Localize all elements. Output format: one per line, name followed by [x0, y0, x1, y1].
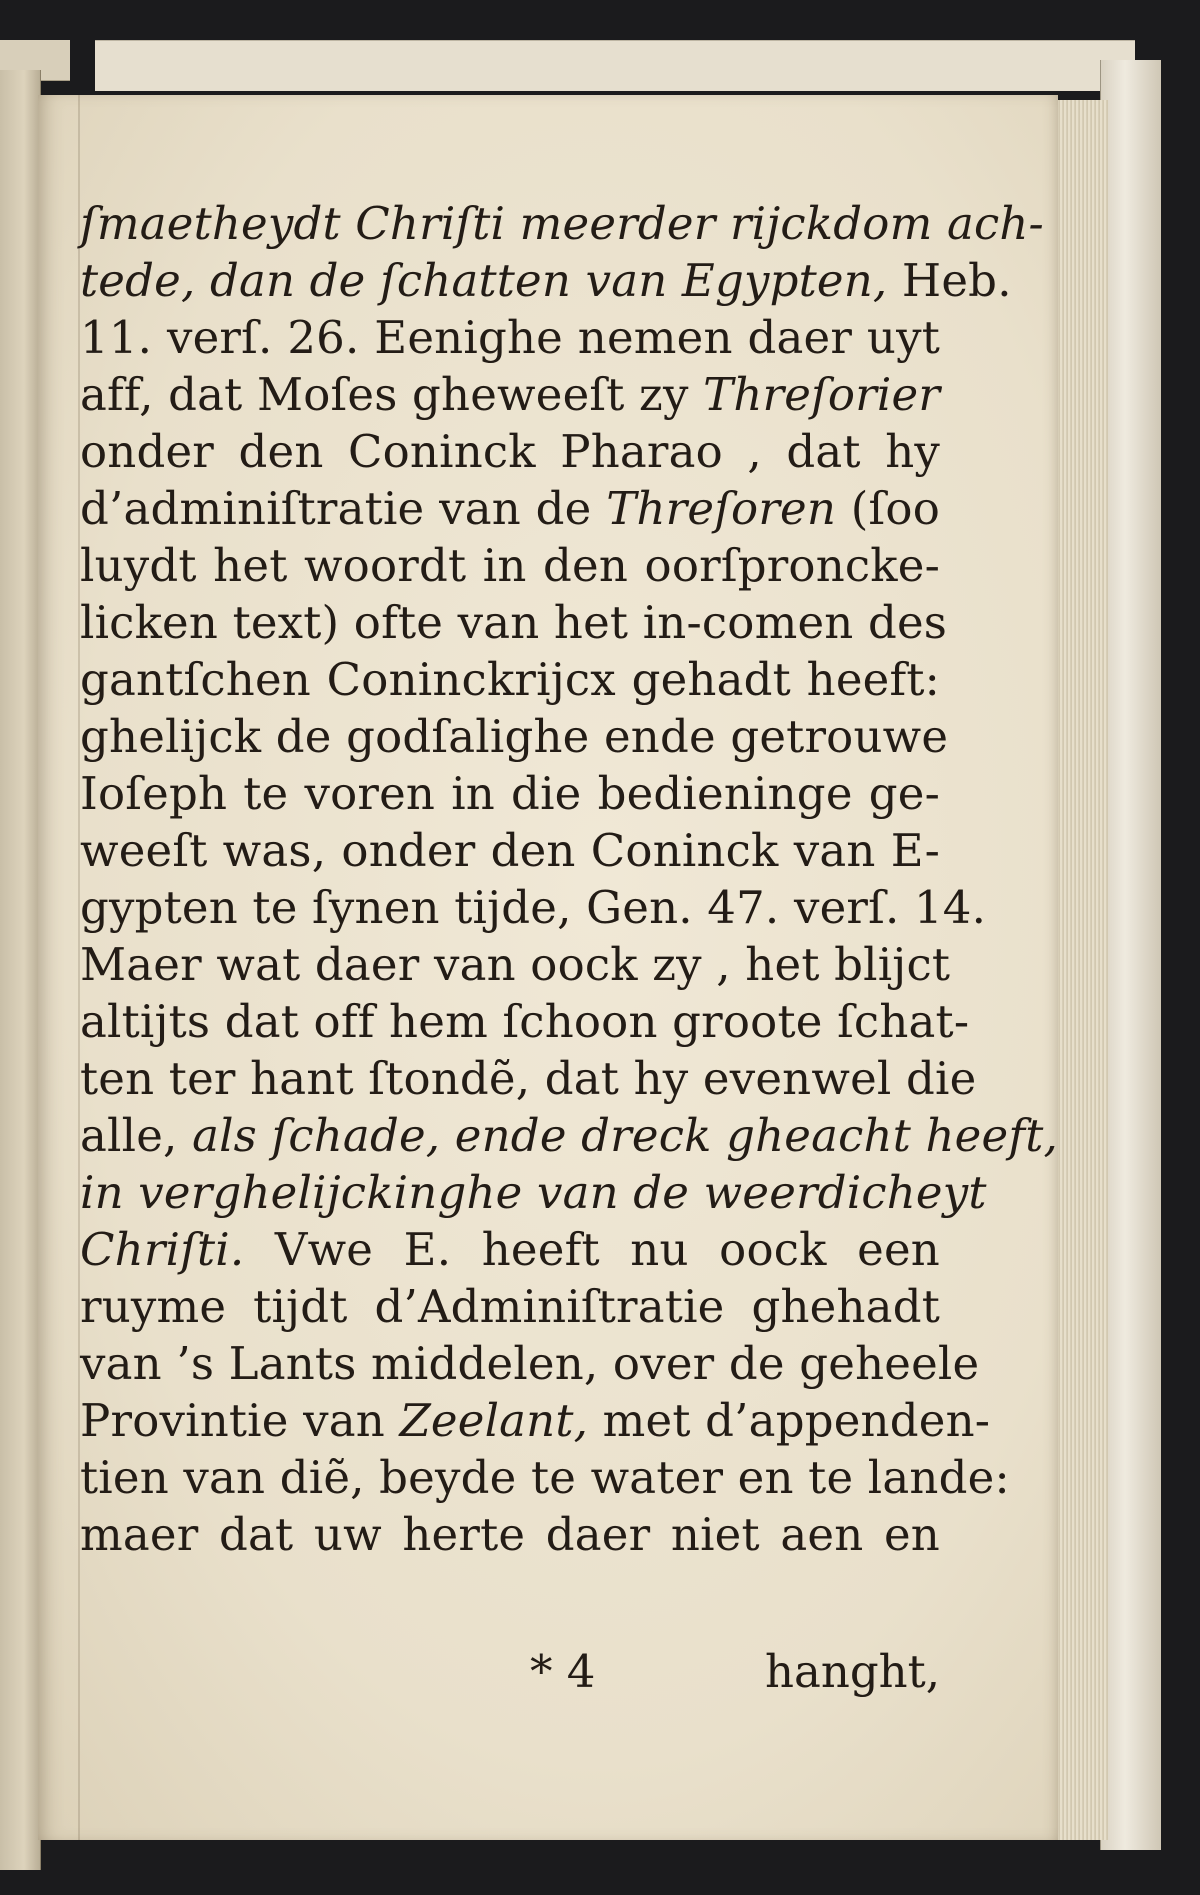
roman-text: gypten te ſynen tijde, Gen. 47. verſ. 14.	[80, 881, 987, 934]
roman-text: Ioſeph te voren in die bedieninge ge-	[80, 767, 940, 820]
italic-text: Chriſti.	[80, 1223, 245, 1276]
text-line	[80, 1050, 977, 1107]
page-fore-edge	[1055, 100, 1108, 1840]
page-footer	[80, 1645, 940, 1715]
roman-text: 11. verſ. 26. Eenighe nemen daer uyt	[80, 311, 940, 364]
roman-text: altijts dat off hem ſchoon groote ſchat-	[80, 995, 970, 1048]
italic-text: ſmaetheydt Chriſti meerder rijckdom ach-	[80, 197, 1044, 250]
text-line	[80, 1449, 1010, 1506]
roman-text: ruyme tijdt d’Adminiſtratie ghehadt	[80, 1280, 940, 1333]
roman-text: gantſchen Coninckrijcx gehadt heeft:	[80, 653, 940, 706]
text-line	[80, 480, 940, 537]
page-text	[80, 195, 1058, 1563]
text-line	[80, 1107, 1058, 1164]
italic-text: Threſorier	[703, 368, 941, 421]
roman-text: Provintie van	[80, 1394, 400, 1447]
text-line	[80, 1278, 940, 1335]
text-line	[80, 1392, 991, 1449]
text-line	[80, 1221, 940, 1278]
italic-text: Zeelant,	[399, 1394, 589, 1447]
book-page	[38, 95, 1058, 1840]
text-line	[80, 708, 949, 765]
text-line	[80, 252, 1012, 309]
text-line	[80, 822, 940, 879]
roman-text: tien van diẽ, beyde te water en te lande:	[80, 1451, 1010, 1504]
roman-text: ghelijck de godſalighe ende getrouwe	[80, 710, 949, 763]
text-line	[80, 537, 940, 594]
roman-text: weeſt was, onder den Coninck van E-	[80, 824, 940, 877]
roman-text: aff, dat Moſes gheweeſt zy	[80, 368, 704, 421]
catchword: hanght,	[765, 1645, 940, 1698]
text-line	[80, 594, 948, 651]
roman-text: alle,	[80, 1109, 193, 1162]
italic-text: in verghelijckinghe van de weerdicheyt	[80, 1166, 987, 1219]
italic-text: als ſchade, ende dreck gheacht heeft,	[192, 1109, 1058, 1162]
roman-text: met d’appenden-	[588, 1394, 991, 1447]
roman-text: Maer wat daer van oock zy , het blijct	[80, 938, 951, 991]
roman-text: (ſoo	[836, 482, 940, 535]
signature-mark: * 4	[530, 1645, 596, 1698]
roman-text: d’adminiſtratie van de	[80, 482, 607, 535]
previous-page	[0, 70, 41, 1870]
text-line	[80, 1335, 980, 1392]
text-line	[80, 366, 940, 423]
roman-text: Heb.	[887, 254, 1012, 307]
roman-text: ten ter hant ſtondẽ, dat hy evenwel die	[80, 1052, 977, 1105]
roman-text: luydt het woordt in den oorſproncke-	[80, 539, 940, 592]
text-line	[80, 936, 951, 993]
text-line	[80, 651, 940, 708]
text-line	[80, 1164, 987, 1221]
italic-text: Threſoren	[606, 482, 837, 535]
text-line	[80, 879, 987, 936]
text-line	[80, 993, 970, 1050]
cover-top-strip	[95, 40, 1135, 91]
text-line	[80, 195, 1044, 252]
text-line	[80, 309, 940, 366]
roman-text: van ’s Lants middelen, over de geheele	[80, 1337, 980, 1390]
roman-text: onder den Coninck Pharao , dat hy	[80, 425, 940, 478]
italic-text: tede, dan de ſchatten van Egypten,	[80, 254, 888, 307]
text-line	[80, 1506, 940, 1563]
text-line	[80, 423, 940, 480]
book-cover-right	[1100, 60, 1161, 1850]
roman-text: Vwe E. heeft nu oock een	[244, 1223, 940, 1276]
roman-text: licken text) ofte van het in-comen des	[80, 596, 948, 649]
text-line	[80, 765, 940, 822]
roman-text: maer dat uw herte daer niet aen en	[80, 1508, 940, 1561]
